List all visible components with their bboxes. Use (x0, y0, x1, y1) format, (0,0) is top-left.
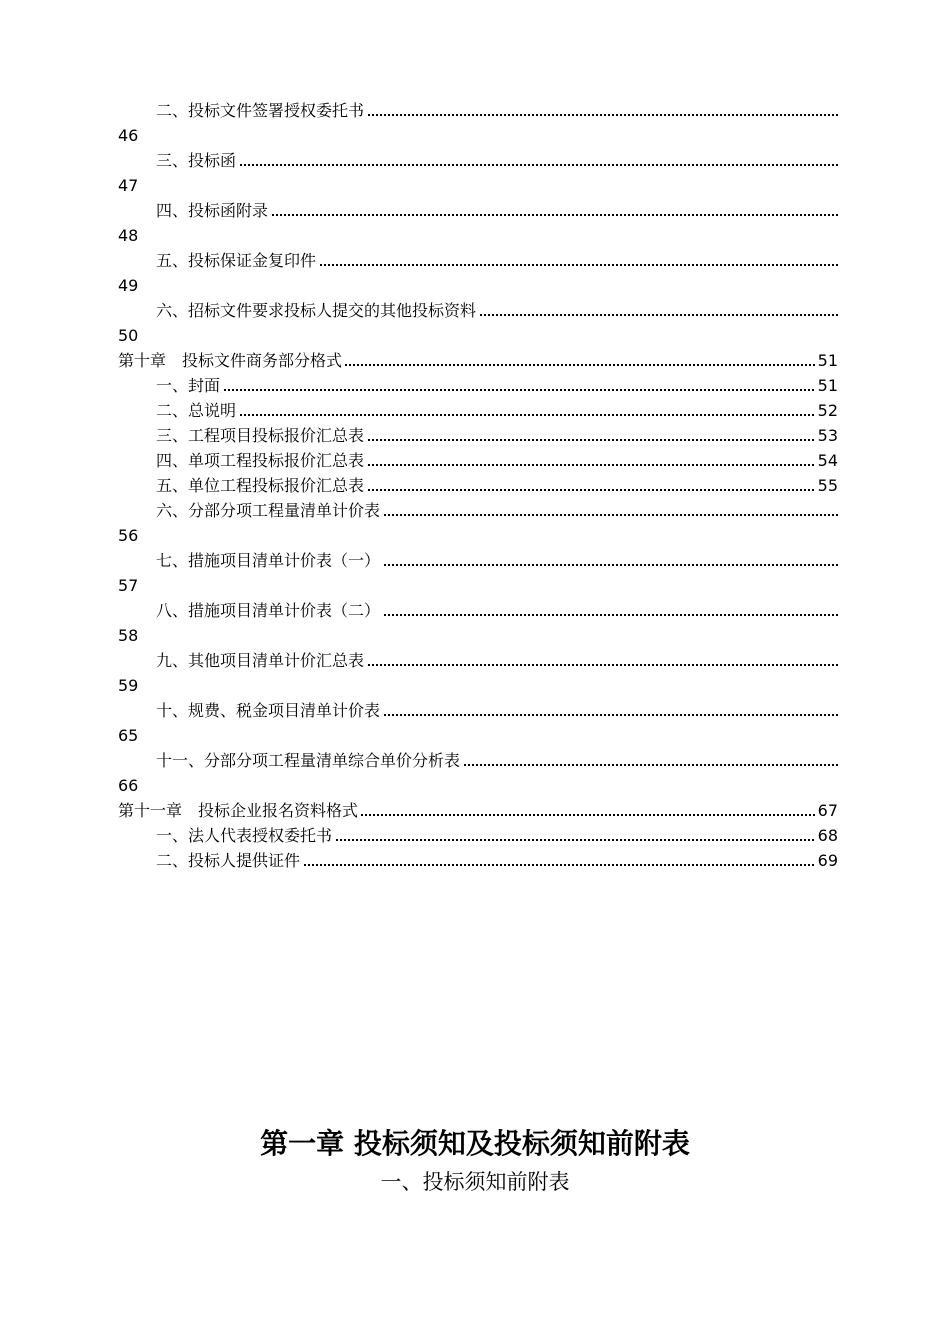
toc-entry[interactable] (118, 198, 840, 223)
toc-entry[interactable] (118, 448, 840, 473)
toc-entry[interactable] (118, 423, 840, 448)
toc-entry-page: 48 (118, 226, 139, 245)
toc-entry-title: 五、单位工程投标报价汇总表 (156, 476, 365, 495)
toc-entry[interactable] (118, 348, 840, 373)
toc-entry-page: 54 (816, 448, 838, 473)
toc-entry-title: 三、投标函 (156, 151, 237, 170)
toc-entry-title: 十、规费、税金项目清单计价表 (156, 701, 381, 720)
toc-entry[interactable] (118, 548, 840, 573)
toc-entry-title: 三、工程项目投标报价汇总表 (156, 426, 365, 445)
toc-entry-page: 59 (118, 676, 139, 695)
toc-entry-title: 七、措施项目清单计价表（一） (156, 551, 381, 570)
toc-entry[interactable] (118, 98, 840, 123)
toc-entry-page: 56 (118, 526, 139, 545)
toc-entry[interactable] (118, 248, 840, 273)
toc-entry-title: 四、投标函附录 (156, 201, 269, 220)
dot-leader (156, 164, 838, 166)
toc-entry-title: 六、招标文件要求投标人提交的其他投标资料 (156, 301, 477, 320)
toc-entry[interactable] (118, 498, 840, 523)
toc-entry-title: 二、投标文件签署授权委托书 (156, 101, 365, 120)
toc-entry[interactable] (118, 373, 840, 398)
toc-entry[interactable] (118, 698, 840, 723)
toc-entry-title: 九、其他项目清单计价汇总表 (156, 651, 365, 670)
toc-entry-title: 二、总说明 (156, 401, 237, 420)
toc-entry[interactable] (118, 148, 840, 173)
toc-entry-title: 八、措施项目清单计价表（二） (156, 601, 381, 620)
toc-entry[interactable] (118, 798, 840, 823)
toc-entry-title: 一、法人代表授权委托书 (156, 826, 333, 845)
toc-entry-page: 65 (118, 726, 139, 745)
toc-entry-page: 53 (816, 423, 838, 448)
toc-entry-page: 49 (118, 276, 139, 295)
toc-entry-page: 50 (118, 326, 139, 345)
toc-entry-title: 二、投标人提供证件 (156, 851, 301, 870)
toc-entry[interactable] (118, 748, 840, 773)
toc-entry-page: 46 (118, 126, 139, 145)
toc-entry-page: 52 (816, 398, 838, 423)
toc-entry[interactable] (118, 648, 840, 673)
toc-entry-title: 第十一章 投标企业报名资料格式 (118, 801, 359, 820)
dot-leader (156, 389, 818, 391)
toc-entry[interactable] (118, 298, 840, 323)
dot-leader (156, 414, 818, 416)
toc-entry-page: 69 (816, 848, 838, 873)
toc-entry-title: 六、分部分项工程量清单计价表 (156, 501, 381, 520)
toc-entry[interactable] (118, 473, 840, 498)
toc-entry-title: 五、投标保证金复印件 (156, 251, 317, 270)
toc-entry[interactable] (118, 848, 840, 873)
toc-entry-page: 47 (118, 176, 139, 195)
toc-entry-title: 四、单项工程投标报价汇总表 (156, 451, 365, 470)
toc-entry-page: 66 (118, 776, 139, 795)
toc-entry[interactable] (118, 598, 840, 623)
toc-entry-title: 一、封面 (156, 376, 221, 395)
toc-entry-title: 第十章 投标文件商务部分格式 (118, 351, 343, 370)
toc-entry-page: 51 (816, 348, 838, 373)
toc-entry-page: 51 (816, 373, 838, 398)
table-of-contents (118, 98, 840, 873)
toc-entry-page: 68 (816, 823, 838, 848)
toc-entry-page: 55 (816, 473, 838, 498)
toc-entry[interactable] (118, 398, 840, 423)
toc-entry-title: 十一、分部分项工程量清单综合单价分析表 (156, 751, 461, 770)
toc-entry-page: 57 (118, 576, 139, 595)
toc-entry[interactable] (118, 823, 840, 848)
toc-entry-page: 67 (816, 798, 838, 823)
toc-entry-page: 58 (118, 626, 139, 645)
chapter-heading: 第一章 投标须知及投标须知前附表 (260, 1127, 690, 1160)
section-heading: 一、投标须知前附表 (380, 1170, 570, 1194)
